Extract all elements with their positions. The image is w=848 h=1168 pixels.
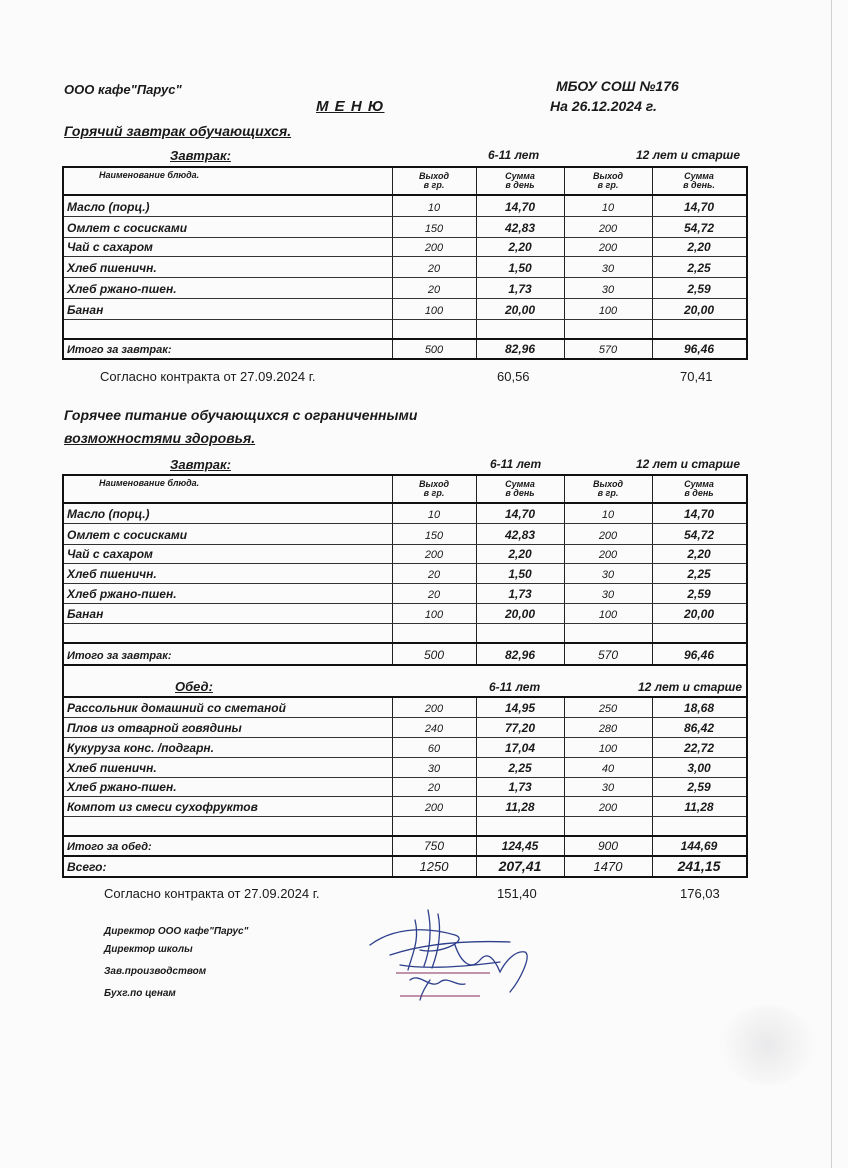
lunch-header-row [64, 666, 746, 698]
signature-label-accountant: Бухг.по ценам [104, 988, 176, 999]
contract-note: Согласно контракта от 27.09.2024 г. [100, 369, 316, 384]
table-row [64, 718, 746, 738]
page-title: М Е Н Ю [316, 98, 385, 115]
table-cell: 200 [598, 549, 618, 561]
table-cell: 17,04 [504, 741, 536, 755]
table-row [64, 778, 746, 797]
table-cell: 2,20 [687, 240, 711, 254]
section1-age1: 6-11 лет [488, 148, 540, 162]
table-total-row [64, 644, 746, 666]
table-cell: Чай с сахаром [67, 240, 153, 254]
col-sum-header: Сумма в день [505, 171, 535, 190]
lunch-age1: 6-11 лет [489, 680, 541, 694]
table-cell: Хлеб пшеничн. [67, 761, 157, 775]
contract-sum-2: 70,41 [680, 369, 713, 384]
org-right: МБОУ СОШ №176 [556, 78, 679, 94]
table-cell: 200 [424, 703, 444, 715]
table-cell: 1,73 [508, 587, 532, 601]
table-cell: 14,70 [683, 507, 715, 521]
table-cell: 20,00 [504, 607, 536, 621]
table-cell: 96,46 [683, 342, 715, 356]
table-cell: 124,45 [501, 839, 539, 853]
table-cell: 40 [601, 763, 615, 775]
lunch-total-row [64, 837, 746, 857]
col-name-header: Наименование блюда. [99, 478, 200, 488]
table-cell: Чай с сахаром [67, 547, 153, 561]
table-cell: 150 [424, 530, 444, 542]
table-row [64, 604, 746, 624]
col-sum-header: Сумма в день [505, 479, 535, 498]
table-row-empty [64, 624, 746, 644]
table-cell: 2,59 [687, 282, 711, 296]
section2-age2: 12 лет и старше [636, 457, 741, 471]
table-cell: 20 [427, 589, 441, 601]
table-cell: 30 [601, 569, 615, 581]
lunch-contract-note: Согласно контракта от 27.09.2024 г. [104, 886, 320, 901]
col-name-header: Наименование блюда. [99, 170, 200, 180]
signature-label-school-director: Директор школы [104, 944, 193, 955]
table-cell: 77,20 [504, 721, 536, 735]
faint-stamp [720, 1005, 815, 1085]
lunch-age2: 12 лет и старше [638, 680, 743, 694]
table-cell: 14,70 [504, 507, 536, 521]
table-header [64, 168, 746, 196]
table-row [64, 524, 746, 545]
table-cell: Итого за завтрак: [67, 650, 172, 662]
table-cell: 11,28 [684, 800, 714, 814]
table-cell: 900 [597, 839, 619, 853]
section1-title: Горячий завтрак обучающихся. [64, 123, 292, 139]
table-cell: 14,70 [683, 200, 715, 214]
section2-meal-label: Завтрак: [170, 457, 231, 472]
table-cell: 1,73 [508, 780, 532, 794]
col-yield-header: Выход в гр. [592, 479, 624, 498]
table-cell: 10 [427, 202, 441, 214]
table-row [64, 698, 746, 718]
table-cell: 20,00 [504, 303, 536, 317]
table-cell: 200 [598, 802, 618, 814]
table-cell: 2,25 [508, 761, 532, 775]
table-cell: 30 [427, 763, 441, 775]
table-cell: 2,25 [687, 261, 711, 275]
handwritten-signature [360, 900, 550, 1010]
table-total-row [64, 340, 746, 358]
table-cell: Хлеб ржано-пшен. [67, 780, 177, 794]
table-cell: 96,46 [683, 648, 715, 662]
table-cell: Компот из смеси сухофруктов [67, 800, 258, 814]
table-cell: 10 [601, 509, 615, 521]
table-cell: 150 [424, 223, 444, 235]
table-cell: 82,96 [504, 648, 536, 662]
table-cell: Банан [67, 607, 104, 621]
table-row [64, 196, 746, 217]
table-row [64, 564, 746, 584]
table-row [64, 797, 746, 817]
table-cell: 22,72 [683, 741, 715, 755]
grand-total-row [64, 857, 746, 876]
table-cell: 100 [424, 305, 444, 317]
table-cell: Омлет с сосисками [67, 528, 188, 542]
table-cell: Итого за завтрак: [67, 344, 172, 356]
table-row [64, 257, 746, 278]
table-cell: Хлеб пшеничн. [67, 261, 157, 275]
section2-title-line2: возможностями здоровья. [64, 430, 256, 446]
table-row-empty [64, 320, 746, 340]
table-cell: 20 [427, 284, 441, 296]
table-cell: Всего: [67, 860, 107, 874]
table-cell: 11,28 [505, 800, 535, 814]
table-cell: Масло (порц.) [67, 200, 150, 214]
table-row-empty [64, 817, 746, 837]
lunch-label: Обед: [175, 679, 213, 694]
table-cell: 750 [423, 839, 445, 853]
table-cell: Кукуруза конс. /подгарн. [67, 741, 215, 755]
table-row [64, 584, 746, 604]
table-cell: 10 [427, 509, 441, 521]
table-cell: 100 [424, 609, 444, 621]
table-cell: 20 [427, 569, 441, 581]
table-header [64, 476, 746, 504]
table-cell: 200 [598, 242, 618, 254]
table-cell: 250 [598, 703, 618, 715]
table-cell: Банан [67, 303, 104, 317]
signature-label-production: Зав.производством [104, 966, 207, 977]
table-cell: 20 [427, 263, 441, 275]
table-cell: 100 [598, 743, 618, 755]
table-cell: 1,50 [508, 567, 532, 581]
table-cell: 20 [427, 782, 441, 794]
table-cell: 2,20 [508, 547, 532, 561]
table-cell: 82,96 [504, 342, 536, 356]
table-cell: 10 [601, 202, 615, 214]
table-cell: 1470 [593, 859, 623, 874]
table-cell: 30 [601, 284, 615, 296]
table-cell: Хлеб ржано-пшен. [67, 587, 177, 601]
table-cell: 200 [424, 802, 444, 814]
breakfast-table [62, 166, 748, 360]
col-sum-header: Сумма в день [684, 479, 714, 498]
table-cell: 42,83 [504, 221, 536, 235]
table-cell: Омлет с сосисками [67, 221, 188, 235]
table-cell: 42,83 [504, 528, 536, 542]
col-yield-header: Выход в гр. [592, 171, 624, 190]
table-row [64, 504, 746, 524]
table-cell: 3,00 [687, 761, 711, 775]
special-needs-table [62, 474, 748, 878]
table-row [64, 299, 746, 320]
table-row [64, 738, 746, 758]
table-cell: 570 [597, 648, 619, 662]
table-cell: Масло (порц.) [67, 507, 150, 521]
table-cell: 18,68 [683, 701, 715, 715]
table-cell: 240 [424, 723, 444, 735]
signature-label-cafe-director: Директор ООО кафе"Парус" [104, 926, 249, 937]
page-edge [831, 0, 832, 1168]
table-cell: 570 [598, 344, 618, 356]
table-cell: 200 [598, 223, 618, 235]
table-cell: 2,59 [687, 780, 711, 794]
table-cell: 1,73 [508, 282, 532, 296]
col-yield-header: Выход в гр. [418, 171, 450, 190]
col-sum-header: Сумма в день. [683, 171, 715, 190]
table-cell: 100 [598, 609, 618, 621]
table-cell: 500 [423, 648, 445, 662]
table-cell: 207,41 [498, 858, 542, 874]
section1-meal-label: Завтрак: [170, 148, 231, 163]
table-cell: 14,70 [504, 200, 536, 214]
table-cell: 200 [598, 530, 618, 542]
table-cell: 200 [424, 242, 444, 254]
table-cell: Рассольник домашний со сметаной [67, 701, 286, 715]
table-cell: 54,72 [683, 528, 715, 542]
table-cell: 1,50 [508, 261, 532, 275]
table-cell: 200 [424, 549, 444, 561]
table-row [64, 238, 746, 257]
table-cell: 2,25 [687, 567, 711, 581]
table-cell: Хлеб ржано-пшен. [67, 282, 177, 296]
col-yield-header: Выход в гр. [418, 479, 450, 498]
lunch-contract-sum-1: 151,40 [497, 886, 537, 901]
table-cell: 20,00 [683, 607, 715, 621]
table-cell: 500 [424, 344, 444, 356]
org-left: ООО кафе"Парус" [64, 82, 182, 97]
table-cell: 30 [601, 263, 615, 275]
section2-age1: 6-11 лет [490, 457, 542, 471]
table-cell: 86,42 [683, 721, 715, 735]
table-cell: 54,72 [683, 221, 715, 235]
table-cell: 30 [601, 782, 615, 794]
table-cell: 1250 [419, 859, 449, 874]
table-cell: 280 [598, 723, 618, 735]
table-cell: Итого за обед: [67, 841, 152, 853]
table-cell: 60 [427, 743, 441, 755]
table-cell: 144,69 [680, 839, 718, 853]
menu-date: На 26.12.2024 г. [550, 98, 657, 114]
table-row [64, 758, 746, 778]
table-cell: 20,00 [683, 303, 715, 317]
table-row [64, 545, 746, 564]
table-cell: 30 [601, 589, 615, 601]
table-cell: 14,95 [504, 701, 536, 715]
section1-age2: 12 лет и старше [636, 148, 741, 162]
table-cell: 2,20 [687, 547, 711, 561]
table-row [64, 217, 746, 238]
table-row [64, 278, 746, 299]
table-cell: 2,20 [508, 240, 532, 254]
table-cell: Плов из отварной говядины [67, 721, 242, 735]
table-cell: 2,59 [687, 587, 711, 601]
section2-title-line1: Горячее питание обучающихся с ограниченными [64, 407, 418, 423]
table-cell: 241,15 [677, 858, 721, 874]
table-cell: 100 [598, 305, 618, 317]
contract-sum-1: 60,56 [497, 369, 530, 384]
lunch-contract-sum-2: 176,03 [680, 886, 720, 901]
table-cell: Хлеб пшеничн. [67, 567, 157, 581]
